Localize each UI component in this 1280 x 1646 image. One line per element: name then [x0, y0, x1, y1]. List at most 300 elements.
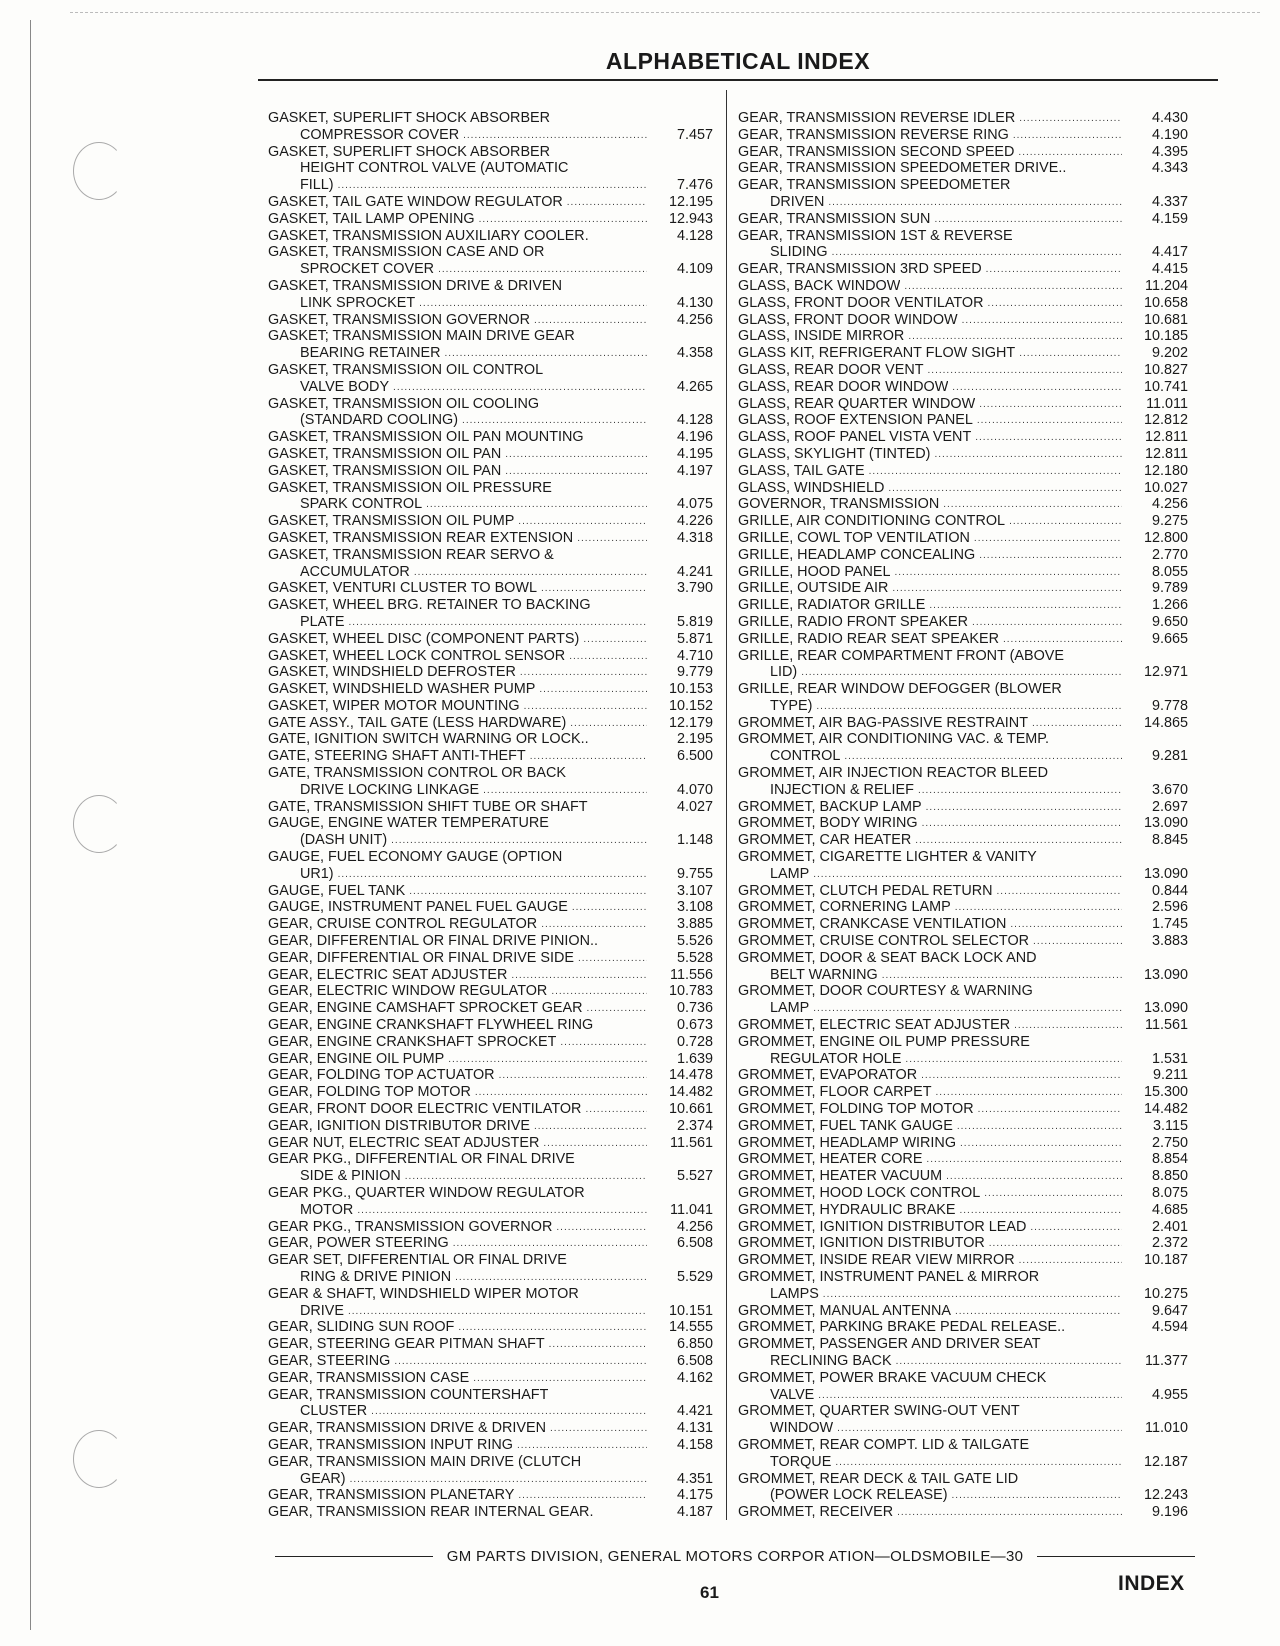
binding-margin-line	[30, 20, 31, 1630]
dot-leader	[869, 463, 1122, 480]
entry-reference-number: 2.770	[1151, 546, 1188, 563]
entry-reference-number: 2.401	[1151, 1218, 1188, 1235]
entry-description: GLASS, SKYLIGHT (TINTED)	[738, 445, 931, 462]
entry-reference-number	[651, 362, 713, 379]
entry-description: GROMMET, HOOD LOCK CONTROL	[738, 1185, 981, 1201]
entry-description: GLASS KIT, REFRIGERANT FLOW SIGHT	[738, 345, 1016, 362]
dot-leader	[505, 446, 647, 463]
index-entry	[268, 1471, 713, 1488]
index-entry	[268, 832, 713, 849]
dot-leader	[505, 463, 647, 480]
entry-description: GEAR, TRANSMISSION 3RD SPEED	[738, 261, 982, 278]
index-column-left	[268, 110, 713, 1521]
entry-reference-number	[1126, 1336, 1188, 1353]
index-entry	[738, 1286, 1188, 1303]
entry-reference-number: 4.358	[676, 345, 713, 362]
index-entry	[738, 1487, 1188, 1504]
entry-reference-number: 4.196	[676, 429, 713, 446]
index-entry	[738, 1135, 1188, 1152]
entry-reference-number: 4.241	[676, 563, 713, 580]
entry-description: GROMMET, BACKUP LAMP	[738, 798, 922, 815]
entry-description: GLASS, TAIL GATE	[738, 462, 865, 479]
index-entry	[268, 1051, 713, 1068]
entry-reference-number	[651, 244, 713, 261]
index-entry	[268, 1370, 713, 1387]
dot-leader	[905, 1051, 1122, 1068]
index-entry	[738, 547, 1188, 564]
dot-leader	[577, 530, 647, 547]
entry-description: GRILLE, RADIATOR GRILLE	[738, 597, 926, 614]
entry-description: ACCUMULATOR	[300, 563, 410, 580]
entry-description: GROMMET, CLUTCH PEDAL RETURN	[738, 882, 993, 899]
entry-reference-number: 10.661	[668, 1101, 713, 1118]
dot-leader	[569, 648, 647, 665]
index-entry	[268, 496, 713, 513]
dot-leader	[1019, 110, 1122, 127]
entry-reference-number: 1.639	[676, 1050, 713, 1067]
dot-leader	[551, 983, 647, 1000]
dot-leader	[518, 1487, 647, 1504]
index-entry	[268, 530, 713, 547]
entry-reference-number	[1126, 648, 1188, 665]
index-entry	[268, 412, 713, 429]
index-entry	[268, 1420, 713, 1437]
index-entry	[268, 144, 713, 161]
entry-reference-number	[651, 597, 713, 614]
entry-description: GEAR, ENGINE CRANKSHAFT FLYWHEEL RING	[268, 1017, 594, 1034]
entry-description: GLASS, ROOF EXTENSION PANEL	[738, 412, 973, 429]
entry-description: GLASS, BACK WINDOW	[738, 277, 901, 294]
index-entry	[738, 1471, 1188, 1488]
dot-leader	[426, 496, 647, 513]
punch-hole	[73, 795, 125, 853]
entry-reference-number: 14.482	[1143, 1101, 1188, 1118]
index-entry	[268, 160, 713, 177]
entry-reference-number	[1126, 950, 1188, 967]
entry-reference-number: 9.789	[1151, 580, 1188, 597]
entry-description: GROMMET, EVAPORATOR	[738, 1067, 918, 1084]
entry-reference-number: 4.187	[676, 1504, 713, 1521]
entry-description: GEAR NUT, ELECTRIC SEAT ADJUSTER	[268, 1134, 540, 1151]
entry-description: GASKET, TAIL GATE WINDOW REGULATOR	[268, 193, 563, 210]
dot-leader	[572, 899, 647, 916]
dot-leader	[894, 564, 1122, 581]
dot-leader	[1018, 144, 1122, 161]
entry-reference-number	[651, 1286, 713, 1303]
dot-leader	[541, 580, 647, 597]
index-entry	[738, 1017, 1188, 1034]
entry-reference-number: 12.195	[668, 193, 713, 210]
entry-reference-number: 4.195	[676, 445, 713, 462]
dot-leader	[463, 127, 647, 144]
index-entry	[738, 110, 1188, 127]
entry-description: GROMMET, BODY WIRING	[738, 815, 918, 832]
entry-reference-number: 10.187	[1143, 1252, 1188, 1269]
index-entry	[738, 513, 1188, 530]
entry-reference-number: 10.741	[1143, 378, 1188, 395]
entry-reference-number: 4.190	[1151, 126, 1188, 143]
entry-reference-number: 3.790	[676, 580, 713, 597]
entry-reference-number: 12.800	[1143, 529, 1188, 546]
page-number: 61	[700, 1583, 719, 1602]
entry-reference-number: 6.500	[676, 748, 713, 765]
entry-description: VALVE	[770, 1386, 815, 1403]
index-entry	[268, 866, 713, 883]
entry-reference-number: 4.162	[676, 1369, 713, 1386]
index-entry	[738, 1219, 1188, 1236]
entry-reference-number: 5.871	[676, 630, 713, 647]
index-entry	[738, 664, 1188, 681]
entry-description: GEAR, STEERING	[268, 1352, 391, 1369]
entry-reference-number: 4.710	[676, 647, 713, 664]
entry-description: GASKET, TRANSMISSION REAR EXTENSION	[268, 529, 574, 546]
dot-leader	[479, 211, 647, 228]
entry-description: GASKET, WHEEL LOCK CONTROL SENSOR	[268, 647, 566, 664]
entry-reference-number	[651, 1185, 713, 1202]
entry-reference-number	[651, 849, 713, 866]
index-entry	[268, 1403, 713, 1420]
entry-reference-number: 1.745	[1151, 916, 1188, 933]
entry-reference-number: 15.300	[1143, 1084, 1188, 1101]
entry-reference-number	[651, 160, 713, 177]
entry-reference-number: 4.351	[676, 1470, 713, 1487]
entry-reference-number	[1126, 177, 1188, 194]
entry-description: GEAR, TRANSMISSION REVERSE IDLER	[738, 110, 1016, 126]
dot-leader	[348, 1303, 647, 1320]
entry-reference-number: 4.685	[1151, 1201, 1188, 1218]
index-entry	[268, 1319, 713, 1336]
entry-reference-number: 10.151	[668, 1302, 713, 1319]
entry-description: GROMMET, ENGINE OIL PUMP PRESSURE	[738, 1033, 1030, 1050]
entry-reference-number	[651, 1151, 713, 1168]
entry-reference-number	[651, 815, 713, 832]
entry-reference-number: 6.850	[676, 1336, 713, 1353]
index-entry	[738, 782, 1188, 799]
index-entry	[738, 345, 1188, 362]
footer-text: GM PARTS DIVISION, GENERAL MOTORS CORPOR ATION—OLDSMOBILE—30	[446, 1548, 1024, 1565]
entry-reference-number: 12.243	[1143, 1487, 1188, 1504]
dot-leader	[908, 328, 1122, 345]
index-entry	[268, 698, 713, 715]
entry-description: GROMMET, FUEL TANK GAUGE	[738, 1117, 953, 1134]
entry-description: GROMMET, MANUAL ANTENNA	[738, 1302, 951, 1319]
index-entry	[268, 1353, 713, 1370]
entry-reference-number: 4.318	[676, 529, 713, 546]
entry-reference-number: 11.561	[1145, 1017, 1188, 1034]
dot-leader	[583, 631, 647, 648]
entry-reference-number: 2.697	[1151, 798, 1188, 815]
entry-description: GAUGE, FUEL ECONOMY GAUGE (OPTION	[268, 849, 563, 866]
entry-reference-number: 13.090	[1143, 1000, 1188, 1017]
dot-leader	[534, 312, 647, 329]
index-entry	[738, 396, 1188, 413]
entry-description: GEAR, ENGINE CRANKSHAFT SPROCKET	[268, 1033, 557, 1050]
entry-reference-number: 5.819	[676, 613, 713, 630]
entry-description: GEAR, SLIDING SUN ROOF	[268, 1319, 455, 1336]
entry-reference-number: 0.673	[676, 1017, 713, 1034]
entry-reference-number: 9.665	[1151, 630, 1188, 647]
entry-description: GLASS, REAR DOOR WINDOW	[738, 378, 949, 395]
dot-leader	[556, 1219, 647, 1236]
entry-description: BELT WARNING	[770, 966, 878, 983]
dot-leader	[828, 194, 1122, 211]
index-entry	[738, 127, 1188, 144]
entry-description: LAMP	[770, 1000, 810, 1017]
dot-leader	[448, 1051, 647, 1068]
index-entry	[268, 328, 713, 345]
entry-description: GEAR, TRANSMISSION INPUT RING	[268, 1436, 513, 1453]
dot-leader	[892, 580, 1122, 597]
entry-description: REGULATOR HOLE	[770, 1050, 902, 1067]
scan-edge-line	[70, 12, 1260, 13]
entry-reference-number: 10.153	[668, 681, 713, 698]
index-entry	[738, 144, 1188, 161]
entry-description: GROMMET, HEADLAMP WIRING	[738, 1134, 957, 1151]
entry-description: GASKET; TRANSMISSION MAIN DRIVE GEAR	[268, 328, 575, 345]
dot-leader	[896, 1353, 1122, 1370]
entry-description: GASKET, TRANSMISSION OIL PAN MOUNTING	[268, 429, 584, 446]
entry-reference-number: 10.827	[1143, 361, 1188, 378]
entry-description: GEAR, FOLDING TOP MOTOR	[268, 1084, 471, 1101]
entry-reference-number: 6.508	[676, 1235, 713, 1252]
index-entry	[738, 580, 1188, 597]
dot-leader	[918, 782, 1122, 799]
entry-reference-number: 4.337	[1151, 193, 1188, 210]
index-entry	[738, 1101, 1188, 1118]
index-entry	[268, 1067, 713, 1084]
entry-description: GLASS, WINDSHIELD	[738, 479, 885, 496]
dot-leader	[438, 261, 647, 278]
index-entry	[738, 379, 1188, 396]
entry-reference-number: 4.421	[676, 1403, 713, 1420]
dot-leader	[473, 1370, 647, 1387]
entry-reference-number: 4.070	[676, 781, 713, 798]
entry-reference-number	[1126, 765, 1188, 782]
entry-description: GEAR SET, DIFFERENTIAL OR FINAL DRIVE	[268, 1252, 567, 1269]
entry-description: INJECTION & RELIEF	[770, 781, 914, 798]
dot-leader	[1019, 1252, 1122, 1269]
entry-description: GASKET, WHEEL BRG. RETAINER TO BACKING	[268, 597, 591, 614]
index-entry	[268, 967, 713, 984]
entry-reference-number	[1126, 1370, 1188, 1387]
index-entry	[268, 782, 713, 799]
dot-leader	[350, 1471, 647, 1488]
dot-leader	[405, 1168, 647, 1185]
index-entry	[738, 1185, 1188, 1202]
index-entry	[738, 899, 1188, 916]
dot-leader	[1032, 715, 1122, 732]
dot-leader	[453, 1235, 647, 1252]
entry-description: MOTOR	[300, 1201, 354, 1218]
dot-leader	[972, 614, 1122, 631]
entry-description: TYPE)	[770, 697, 813, 714]
entry-reference-number: 7.457	[676, 126, 713, 143]
entry-reference-number	[1126, 849, 1188, 866]
entry-reference-number	[651, 1252, 713, 1269]
entry-description: GATE, STEERING SHAFT ANTI-THEFT	[268, 748, 526, 765]
entry-description: VALVE BODY	[300, 378, 390, 395]
index-entry	[738, 681, 1188, 698]
entry-reference-number: 7.476	[676, 177, 713, 194]
entry-reference-number: 4.417	[1151, 244, 1188, 261]
entry-description: GASKET, WINDSHIELD WASHER PUMP	[268, 681, 536, 698]
entry-reference-number: 13.090	[1143, 815, 1188, 832]
index-entry	[268, 1135, 713, 1152]
entry-reference-number: 11.204	[1145, 277, 1188, 294]
dot-leader	[955, 1303, 1122, 1320]
entry-reference-number: 10.275	[1143, 1285, 1188, 1302]
entry-reference-number: 4.109	[676, 261, 713, 278]
dot-leader	[1019, 345, 1122, 362]
entry-reference-number: 14.478	[668, 1067, 713, 1084]
entry-reference-number	[1126, 1471, 1188, 1488]
entry-reference-number: 11.561	[670, 1134, 713, 1151]
index-entry	[738, 1437, 1188, 1454]
entry-reference-number	[651, 547, 713, 564]
entry-description: GRILLE, AIR CONDITIONING CONTROL	[738, 513, 1006, 530]
entry-reference-number: 4.256	[1151, 496, 1188, 513]
index-entry	[268, 194, 713, 211]
index-entry	[268, 429, 713, 446]
entry-reference-number: 10.152	[668, 697, 713, 714]
index-entry	[738, 1252, 1188, 1269]
index-entry	[268, 1151, 713, 1168]
entry-reference-number: 5.528	[676, 949, 713, 966]
index-entry	[268, 1504, 713, 1521]
entry-reference-number: 8.850	[1151, 1168, 1188, 1185]
dot-leader	[567, 194, 647, 211]
dot-leader	[926, 1151, 1122, 1168]
entry-description: GEAR PKG., QUARTER WINDOW REGULATOR	[268, 1185, 585, 1201]
entry-description: (POWER LOCK RELEASE)	[770, 1487, 948, 1504]
index-entry	[268, 110, 713, 127]
entry-reference-number: 4.197	[676, 462, 713, 479]
entry-description: GATE, TRANSMISSION SHIFT TUBE OR SHAFT	[268, 798, 588, 815]
entry-description: GASKET, TRANSMISSION CASE AND OR	[268, 244, 545, 261]
index-entry	[738, 564, 1188, 581]
index-entry	[268, 614, 713, 631]
index-entry	[268, 1387, 713, 1404]
entry-description: RING & DRIVE PINION	[300, 1268, 452, 1285]
index-entry	[268, 1101, 713, 1118]
entry-reference-number: 2.596	[1151, 899, 1188, 916]
index-entry	[268, 933, 713, 950]
dot-leader	[578, 950, 647, 967]
index-entry	[738, 1387, 1188, 1404]
index-entry	[738, 1118, 1188, 1135]
index-entry	[268, 799, 713, 816]
index-entry	[738, 950, 1188, 967]
dot-leader	[458, 1319, 647, 1336]
dot-leader	[832, 244, 1122, 261]
index-entry	[738, 244, 1188, 261]
index-entry	[738, 1319, 1188, 1336]
dot-leader	[549, 1336, 647, 1353]
entry-reference-number: 13.090	[1143, 865, 1188, 882]
index-entry	[738, 1235, 1188, 1252]
dot-leader	[517, 1437, 647, 1454]
dot-leader	[934, 211, 1122, 228]
index-entry	[268, 513, 713, 530]
entry-description: GATE, TRANSMISSION CONTROL OR BACK	[268, 765, 566, 782]
entry-reference-number	[1126, 1034, 1188, 1051]
index-entry	[738, 429, 1188, 446]
entry-reference-number: 11.377	[1145, 1352, 1188, 1369]
entry-description: GROMMET, ELECTRIC SEAT ADJUSTER	[738, 1017, 1011, 1034]
entry-reference-number: 4.265	[676, 378, 713, 395]
entry-reference-number: 4.395	[1151, 143, 1188, 160]
entry-description: SPROCKET COVER	[300, 261, 435, 278]
footer	[275, 1548, 1195, 1565]
index-entry	[738, 1454, 1188, 1471]
dot-leader	[419, 295, 647, 312]
index-entry	[268, 731, 713, 748]
dot-leader	[534, 1118, 647, 1135]
dot-leader	[936, 1084, 1123, 1101]
index-entry	[738, 1336, 1188, 1353]
dot-leader	[1013, 127, 1122, 144]
index-column-right	[738, 110, 1188, 1521]
entry-description: GROMMET, DOOR & SEAT BACK LOCK AND	[738, 949, 1037, 966]
entry-description: GASKET, TRANSMISSION GOVERNOR	[268, 311, 531, 328]
entry-reference-number: 8.854	[1151, 1151, 1188, 1168]
entry-reference-number: 3.115	[1153, 1117, 1188, 1134]
dot-leader	[952, 379, 1122, 396]
entry-reference-number: 12.811	[1145, 445, 1188, 462]
entry-description: GEAR, TRANSMISSION DRIVE & DRIVEN	[268, 1420, 547, 1437]
index-entry	[268, 295, 713, 312]
entry-reference-number	[1126, 681, 1188, 698]
index-entry	[738, 765, 1188, 782]
entry-description: GROMMET, HEATER CORE	[738, 1151, 923, 1168]
index-entry	[268, 228, 713, 245]
entry-description: GEAR, ELECTRIC WINDOW REGULATOR	[268, 983, 548, 1000]
entry-description: GRILLE, RADIO FRONT SPEAKER	[738, 613, 969, 630]
entry-description: GROMMET, IGNITION DISTRIBUTOR LEAD	[738, 1218, 1027, 1235]
index-entry	[738, 731, 1188, 748]
entry-reference-number: 2.195	[676, 731, 713, 748]
index-entry	[268, 480, 713, 497]
entry-description: GROMMET, INSIDE REAR VIEW MIRROR	[738, 1252, 1015, 1269]
entry-description: GOVERNOR, TRANSMISSION	[738, 496, 940, 513]
entry-description: (DASH UNIT)	[300, 832, 388, 849]
entry-description: GASKET, TRANSMISSION DRIVE & DRIVEN	[268, 277, 563, 294]
entry-description: SLIDING	[770, 244, 828, 261]
index-entry	[738, 295, 1188, 312]
index-entry	[268, 681, 713, 698]
index-entry	[268, 1303, 713, 1320]
entry-reference-number: 8.055	[1151, 563, 1188, 580]
entry-reference-number	[651, 278, 713, 295]
index-entry	[738, 1168, 1188, 1185]
entry-description: GROMMET, RECEIVER	[738, 1504, 894, 1521]
dot-leader	[816, 698, 1122, 715]
entry-reference-number	[651, 110, 713, 127]
index-entry	[268, 631, 713, 648]
index-entry	[738, 916, 1188, 933]
entry-description: GASKET, TRANSMISSION OIL CONTROL	[268, 361, 544, 378]
entry-reference-number: 3.883	[1151, 933, 1188, 950]
entry-description: GEAR, ELECTRIC SEAT ADJUSTER	[268, 966, 508, 983]
entry-description: GAUGE, INSTRUMENT PANEL FUEL GAUGE	[268, 899, 568, 916]
dot-leader	[511, 967, 647, 984]
entry-reference-number	[651, 480, 713, 497]
index-entry	[738, 1269, 1188, 1286]
entry-reference-number: 4.955	[1151, 1386, 1188, 1403]
entry-description: GEAR, FOLDING TOP ACTUATOR	[268, 1067, 495, 1084]
dot-leader	[1033, 933, 1122, 950]
index-entry	[738, 530, 1188, 547]
